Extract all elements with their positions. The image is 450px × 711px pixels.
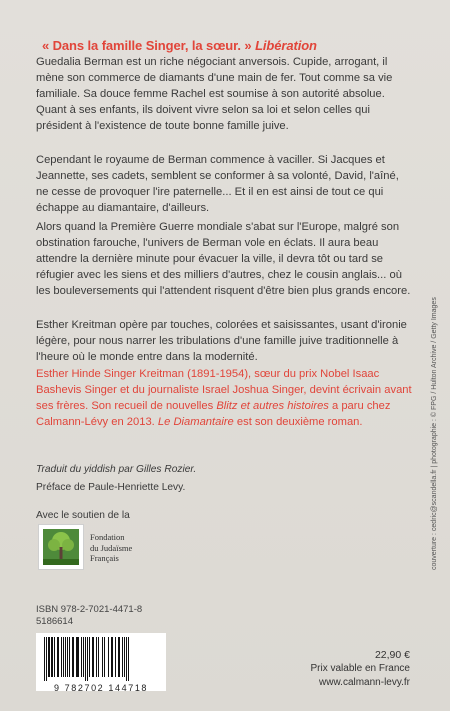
product-code: 5186614 xyxy=(36,616,73,627)
translator-credit: Traduit du yiddish par Gilles Rozier. xyxy=(36,464,197,475)
bio-part: est son deuxième roman. xyxy=(233,415,363,428)
fondation-name xyxy=(90,532,132,564)
synopsis-paragraph-1 xyxy=(36,55,412,135)
paragraph-text: Alors quand la Première Guerre mondiale s'abat sur l'Europe, malgré son obstination farouche, l'univers de Berman vole en éclats. Il aura beau attendre la dernière minute pour évacuer la ville, il devra tôt ou tard se réfugier avec les siens et des milliers d'autres, chez le cousin anglais... où les bouleversements qui l'attendent risquent d'être bien plus grands encore. xyxy=(36,221,411,297)
bio-part: Esther Hinde Singer Kreitman (1891-1954), sœur du prix Nobel Isaac Bashevis Singer et du journaliste Israel Joshua Singer, devint écrivain avant ses frères. Son recueil de nouvelles xyxy=(36,368,412,412)
synopsis-paragraph-4 xyxy=(36,318,412,366)
support-label: Avec le soutien de la xyxy=(36,510,130,521)
preface-credit: Préface de Paule-Henriette Levy. xyxy=(36,482,186,493)
tree-icon xyxy=(39,525,83,569)
synopsis-paragraph-3 xyxy=(36,220,412,300)
book-title-diamantaire: Le Diamantaire xyxy=(157,415,234,428)
synopsis-paragraph-2 xyxy=(36,153,412,217)
fondation-line-2: du Judaïsme xyxy=(90,542,133,553)
book-title-blitz: Blitz et autres histoires xyxy=(216,399,329,412)
paragraph-text: Guedalia Berman est un riche négociant anversois. Cupide, arrogant, il mène son commerce de diamants d'une main de fer. Tout comme sa vie familiale. Sa douce femme Rachel est soumise à son autorité absolue. Quant à ses enfants, ils doivent vivre selon sa loi et selon celles qui président à l'existence de toute bonne famille juive. xyxy=(36,56,393,132)
price-note: Prix valable en France xyxy=(310,663,410,674)
fondation-line-1: Fondation xyxy=(90,532,125,542)
quote-source: Libération xyxy=(255,38,317,53)
fondation-line-3: Français xyxy=(90,553,119,563)
author-bio-text xyxy=(36,367,412,431)
paragraph-text: Esther Kreitman opère par touches, colorées et saisissantes, usant d'ironie légère, pour nous narrer les tribulations d'une famille juive traditionnelle à l'heure où le monde entre dans la modernité. xyxy=(36,319,407,363)
barcode-number: 9 782702 144718 xyxy=(53,683,149,693)
press-quote xyxy=(42,38,412,53)
paragraph-text: Cependant le royaume de Berman commence à vaciller. Si Jacques et Jeannette, ses cadets, semblent se conformer à sa volonté, David, l'aîné, ne cesse de provoquer l'ire paternelle... Et il en est ainsi de tout ce qui échappe au diamantaire, d'ailleurs. xyxy=(36,154,399,214)
cover-credits xyxy=(431,150,443,570)
isbn: ISBN 978-2-7021-4471-8 xyxy=(36,604,143,615)
fondation-logo xyxy=(38,524,84,570)
credits-text: couverture : cedric@scandella.fr | photographie : © FPG / Hulton Archive / Getty Images xyxy=(431,297,438,570)
publisher-url: www.calmann-levy.fr xyxy=(319,677,410,688)
quote-text: « Dans la famille Singer, la sœur. » xyxy=(42,38,252,53)
barcode-bars xyxy=(36,633,166,683)
bio-part: a paru chez Calmann-Lévy en 2013. xyxy=(36,399,391,428)
author-bio xyxy=(36,367,412,431)
price: 22,90 € xyxy=(374,649,410,661)
